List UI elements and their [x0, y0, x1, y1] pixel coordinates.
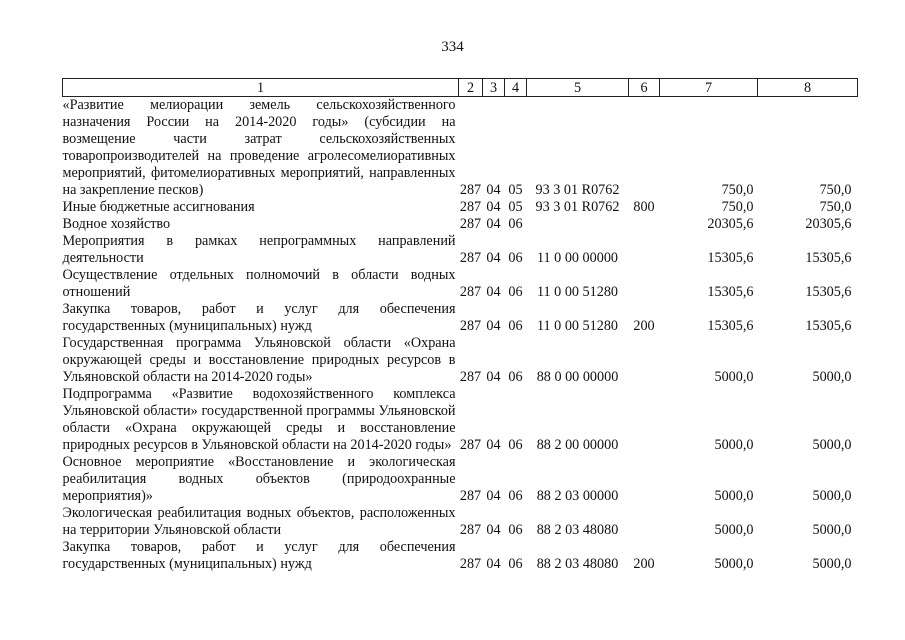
item-name: Иные бюджетные ассигнования [62, 199, 255, 215]
table-row [63, 505, 858, 539]
cell-code: 287 [459, 216, 482, 232]
table-row [63, 386, 858, 454]
cell-amount-8: 5000,0 [812, 556, 852, 572]
column-header: 1 [63, 79, 459, 97]
item-name: Осуществление отдельных полномочий в области водных отношений [62, 267, 456, 300]
cell-target-article: 88 2 03 48080 [536, 556, 619, 572]
cell-amount-7: 5000,0 [714, 522, 754, 538]
cell-code: 287 [459, 369, 482, 385]
cell-target-article: 88 0 00 00000 [536, 369, 619, 385]
cell-amount-8: 15305,6 [805, 250, 852, 266]
budget-table [62, 78, 858, 573]
cell-subsection: 06 [508, 216, 523, 232]
cell-code: 287 [459, 522, 482, 538]
cell-expense-type [629, 386, 660, 454]
column-header: 3 [483, 79, 505, 97]
cell-expense-type [629, 233, 660, 267]
cell-amount-8: 20305,6 [805, 216, 852, 232]
table-row [63, 199, 858, 216]
cell-expense-type: 200 [633, 556, 655, 572]
cell-section: 04 [486, 318, 501, 334]
cell-subsection: 06 [508, 318, 523, 334]
item-name: Водное хозяйство [62, 216, 171, 232]
cell-amount-8: 15305,6 [805, 284, 852, 300]
cell-section: 04 [486, 284, 501, 300]
cell-code: 287 [459, 250, 482, 266]
cell-expense-type [629, 335, 660, 386]
cell-expense-type [629, 454, 660, 505]
cell-amount-7: 5000,0 [714, 369, 754, 385]
cell-subsection: 06 [508, 250, 523, 266]
cell-code: 287 [459, 556, 482, 572]
table-row [63, 233, 858, 267]
cell-amount-7: 15305,6 [707, 318, 754, 334]
table-row [63, 97, 858, 200]
item-name: Мероприятия в рамках непрограммных направлений деятельности [62, 233, 456, 266]
cell-amount-8: 5000,0 [812, 488, 852, 504]
cell-amount-8: 750,0 [819, 182, 852, 198]
cell-target-article: 88 2 03 48080 [536, 522, 619, 538]
cell-target-article [527, 216, 629, 233]
cell-subsection: 05 [508, 199, 523, 215]
item-name: «Развитие мелиорации земель сельскохозяйственного назначения России на 2014-2020 годы» (субсидии на возмещение части затрат сельскохозяйственных товаропроизводителей на проведение агролесомелиоративных мероприятий, фитомелиоративных мероприятий, направленных на закрепление песков) [62, 97, 456, 198]
item-name: Закупка товаров, работ и услуг для обеспечения государственных (муниципальных) нужд [62, 539, 456, 572]
item-name: Основное мероприятие «Восстановление и экологическая реабилитация водных объектов (природоохранные мероприятия)» [62, 454, 456, 504]
cell-subsection: 05 [508, 182, 523, 198]
cell-amount-7: 750,0 [721, 182, 754, 198]
cell-section: 04 [486, 488, 501, 504]
cell-amount-8: 750,0 [819, 199, 852, 215]
cell-amount-7: 15305,6 [707, 284, 754, 300]
cell-subsection: 06 [508, 369, 523, 385]
cell-code: 287 [459, 284, 482, 300]
cell-amount-8: 5000,0 [812, 437, 852, 453]
item-name: Подпрограмма «Развитие водохозяйственного комплекса Ульяновской области» государственной программы Ульяновской области «Охрана окружающей среды и восстановление природных ресурсов в Ульяновской области на 2014-2020 годы» [62, 386, 456, 453]
cell-section: 04 [486, 556, 501, 572]
cell-expense-type: 800 [633, 199, 655, 215]
cell-expense-type [629, 505, 660, 539]
column-header: 4 [505, 79, 527, 97]
cell-code: 287 [459, 199, 482, 215]
cell-code: 287 [459, 488, 482, 504]
cell-amount-8: 5000,0 [812, 369, 852, 385]
cell-section: 04 [486, 437, 501, 453]
cell-amount-7: 750,0 [721, 199, 754, 215]
cell-subsection: 06 [508, 437, 523, 453]
cell-section: 04 [486, 182, 501, 198]
cell-amount-8: 15305,6 [805, 318, 852, 334]
column-header: 6 [629, 79, 660, 97]
cell-section: 04 [486, 522, 501, 538]
cell-section: 04 [486, 369, 501, 385]
table-row [63, 539, 858, 573]
table-header [63, 79, 858, 97]
cell-target-article: 88 2 03 00000 [536, 488, 619, 504]
cell-amount-7: 5000,0 [714, 488, 754, 504]
column-header: 2 [459, 79, 483, 97]
cell-section: 04 [486, 250, 501, 266]
item-name: Закупка товаров, работ и услуг для обеспечения государственных (муниципальных) нужд [62, 301, 456, 334]
table-row [63, 335, 858, 386]
cell-code: 287 [459, 182, 482, 198]
cell-code: 287 [459, 318, 482, 334]
column-header: 8 [758, 79, 858, 97]
cell-amount-7: 15305,6 [707, 250, 754, 266]
cell-target-article: 11 0 00 51280 [536, 284, 619, 300]
cell-subsection: 06 [508, 284, 523, 300]
cell-expense-type [629, 267, 660, 301]
table-row [63, 216, 858, 233]
cell-target-article: 11 0 00 00000 [536, 250, 619, 266]
cell-code: 287 [459, 437, 482, 453]
cell-section: 04 [486, 216, 501, 232]
cell-expense-type [629, 216, 660, 233]
cell-subsection: 06 [508, 522, 523, 538]
cell-amount-7: 20305,6 [707, 216, 754, 232]
cell-target-article: 93 3 01 R0762 [535, 199, 620, 215]
cell-target-article: 93 3 01 R0762 [535, 182, 620, 198]
page-number: 334 [441, 39, 464, 55]
item-name: Государственная программа Ульяновской области «Охрана окружающей среды и восстановление природных ресурсов в Ульяновской области на 2014-2020 годы» [62, 335, 456, 385]
cell-amount-7: 5000,0 [714, 437, 754, 453]
table-row [63, 454, 858, 505]
table-row [63, 267, 858, 301]
cell-subsection: 06 [508, 556, 523, 572]
column-header: 7 [660, 79, 758, 97]
cell-target-article: 11 0 00 51280 [536, 318, 619, 334]
cell-amount-7: 5000,0 [714, 556, 754, 572]
column-header: 5 [527, 79, 629, 97]
cell-section: 04 [486, 199, 501, 215]
cell-expense-type [629, 97, 660, 200]
table-row [63, 301, 858, 335]
item-name: Экологическая реабилитация водных объектов, расположенных на территории Ульяновской области [62, 505, 456, 538]
cell-subsection: 06 [508, 488, 523, 504]
cell-target-article: 88 2 00 00000 [536, 437, 619, 453]
table-body [63, 97, 858, 574]
cell-expense-type: 200 [633, 318, 655, 334]
cell-amount-8: 5000,0 [812, 522, 852, 538]
